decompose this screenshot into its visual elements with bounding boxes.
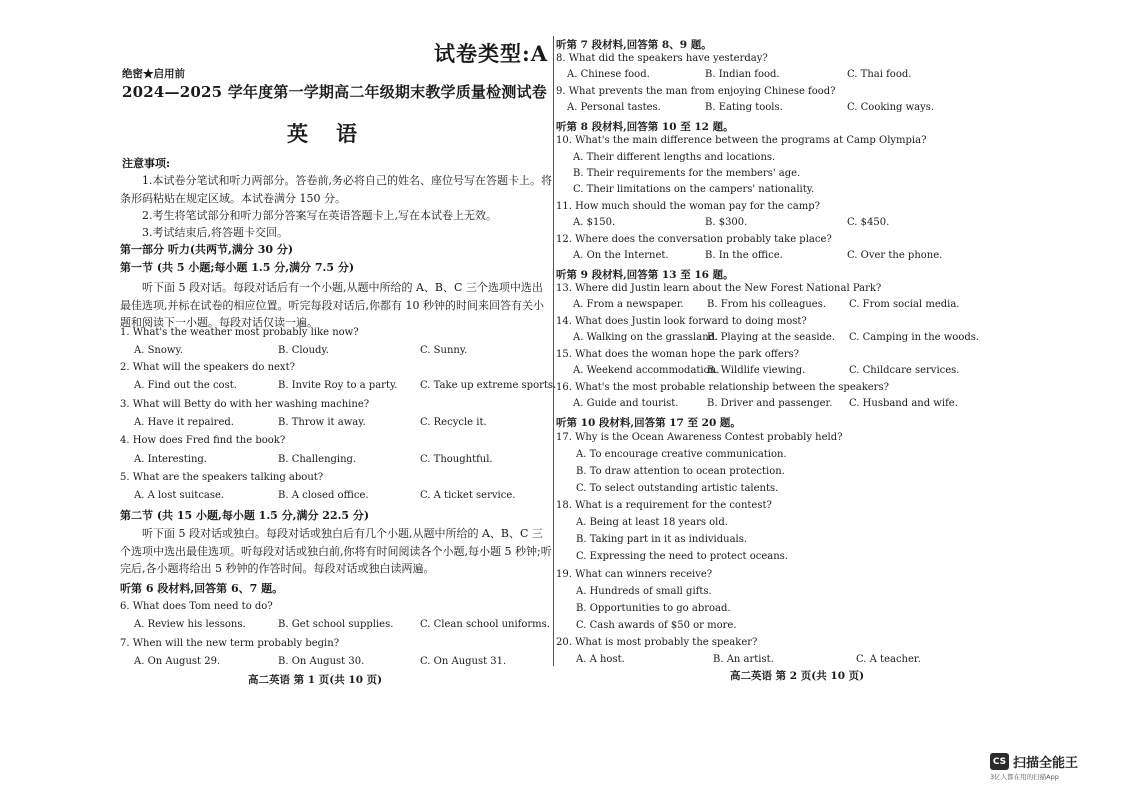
option-c: C. $450. [847, 217, 890, 228]
section-2-heading: 第二节 (共 15 小题,每小题 1.5 分,满分 22.5 分) [120, 509, 370, 522]
page-1 [120, 0, 557, 794]
option-b: B. Cloudy. [278, 345, 329, 356]
option-b: B. An artist. [713, 654, 774, 665]
option-c: C. Take up extreme sports. [420, 380, 557, 391]
option-a: A. On the Internet. [573, 250, 669, 261]
option-a: A. $150. [573, 217, 616, 228]
option-c: C. Cash awards of $50 or more. [576, 620, 737, 631]
option-b: B. From his colleagues. [707, 299, 827, 310]
question-15-options [556, 365, 976, 381]
option-a: A. Have it repaired. [134, 417, 234, 428]
option-b: B. On August 30. [278, 656, 365, 667]
option-a: A. From a newspaper. [573, 299, 684, 310]
exam-type-label: 试卷类型:A [433, 41, 548, 66]
question-6-options [120, 619, 552, 635]
option-b: B. Eating tools. [705, 102, 783, 113]
question-11-options [556, 217, 976, 233]
option-c: C. Expressing the need to protect oceans. [576, 551, 788, 562]
question-6: 6. What does Tom need to do? [120, 601, 273, 612]
question-14-options [556, 332, 980, 348]
option-a: A. Interesting. [134, 454, 207, 465]
question-3-options [120, 417, 552, 433]
question-19: 19. What can winners receive? [556, 569, 713, 580]
option-b: B. Invite Roy to a party. [278, 380, 398, 391]
question-1-options [120, 345, 552, 361]
page-2 [556, 0, 980, 794]
option-b: B. Wildlife viewing. [707, 365, 806, 376]
option-b: B. Playing at the seaside. [707, 332, 836, 343]
material-10-heading: 听第 10 段材料,回答第 17 至 20 题。 [556, 417, 741, 429]
part-1-heading: 第一部分 听力(共两节,满分 30 分) [120, 243, 294, 256]
option-c: C. To select outstanding artistic talents. [576, 483, 779, 494]
option-c: C. From social media. [849, 299, 960, 310]
option-a: A. A lost suitcase. [134, 490, 225, 501]
question-7: 7. When will the new term probably begin? [120, 638, 340, 649]
option-b: B. In the office. [705, 250, 783, 261]
option-c: C. A ticket service. [420, 490, 516, 501]
question-9: 9. What prevents the man from enjoying Chinese food? [556, 86, 836, 97]
material-9-heading: 听第 9 段材料,回答第 13 至 16 题。 [556, 269, 734, 281]
section-2-intro: 听下面 5 段对话或独白。每段对话或独白后有几个小题,从题中所给的 A、B、C 三个选项中选出最佳选项。听每段对话或独白前,你将有时间阅读各个小题,每小题 5 秒钟;听完后,各小题将给出 5 秒钟的作答时间。每段对话或独白读两遍。 [120, 527, 552, 575]
option-b: B. Challenging. [278, 454, 357, 465]
question-8: 8. What did the speakers have yesterday? [556, 53, 768, 64]
question-14: 14. What does Justin look forward to doing most? [556, 316, 807, 327]
camscanner-logo-icon: CS [990, 753, 1009, 770]
option-b: B. Get school supplies. [278, 619, 394, 630]
notes-heading: 注意事项: [122, 157, 171, 170]
question-5: 5. What are the speakers talking about? [120, 472, 324, 483]
option-a: A. Guide and tourist. [573, 398, 679, 409]
option-a: A. Weekend accommodation. [573, 365, 720, 376]
question-3: 3. What will Betty do with her washing machine? [120, 399, 370, 410]
option-c: C. Sunny. [420, 345, 468, 356]
question-13: 13. Where did Justin learn about the New Forest National Park? [556, 283, 882, 294]
option-a: A. Chinese food. [567, 69, 650, 80]
confidential-mark: 绝密★启用前 [122, 68, 185, 80]
option-b: B. Indian food. [705, 69, 780, 80]
option-a: A. Find out the cost. [134, 380, 237, 391]
option-a: A. Snowy. [134, 345, 183, 356]
question-2-options [120, 380, 557, 396]
option-a: A. To encourage creative communication. [576, 449, 787, 460]
option-a: A. Walking on the grassland. [573, 332, 719, 343]
option-a: A. A host. [576, 654, 625, 665]
material-7-heading: 听第 7 段材料,回答第 8、9 题。 [556, 39, 712, 51]
option-c: C. On August 31. [420, 656, 507, 667]
option-a: A. On August 29. [134, 656, 221, 667]
option-b: B. To draw attention to ocean protection. [576, 466, 785, 477]
option-c: C. Their limitations on the campers' nationality. [573, 184, 815, 195]
option-c: C. Camping in the woods. [849, 332, 980, 343]
option-a: A. Being at least 18 years old. [576, 517, 728, 528]
question-8-options [556, 69, 976, 85]
question-11: 11. How much should the woman pay for the camp? [556, 201, 820, 212]
option-a: A. Personal tastes. [567, 102, 661, 113]
scanner-watermark [990, 752, 1078, 771]
watermark-tagline: 3亿人都在用的扫描App [990, 773, 1059, 781]
question-12-options [556, 250, 976, 266]
question-20: 20. What is most probably the speaker? [556, 637, 758, 648]
page-divider [553, 36, 554, 666]
note-2: 2.考生将笔试部分和听力部分答案写在英语答题卡上,写在本试卷上无效。 [142, 209, 497, 222]
option-c: C. Husband and wife. [849, 398, 958, 409]
note-1: 1.本试卷分笔试和听力两部分。答卷前,务必将自己的姓名、座位号写在答题卡上。将条形码粘贴在规定区域。本试卷满分 150 分。 [120, 174, 552, 205]
question-16-options [556, 398, 976, 414]
exam-title: 2024—2025 学年度第一学期高二年级期末教学质量检测试卷 [122, 83, 547, 101]
option-b: B. $300. [705, 217, 748, 228]
option-a: A. Hundreds of small gifts. [576, 586, 712, 597]
watermark-name: 扫描全能王 [1013, 756, 1079, 771]
option-c: C. Clean school uniforms. [420, 619, 550, 630]
page-1-footer: 高二英语 第 1 页(共 10 页) [248, 674, 383, 686]
page-2-footer: 高二英语 第 2 页(共 10 页) [730, 670, 865, 682]
subject-title: 英语 [287, 121, 385, 146]
option-b: B. Driver and passenger. [707, 398, 833, 409]
option-c: C. Thoughtful. [420, 454, 493, 465]
question-12: 12. Where does the conversation probably take place? [556, 234, 832, 245]
note-3: 3.考试结束后,将答题卡交回。 [142, 226, 288, 239]
option-a: A. Their different lengths and locations. [573, 152, 776, 163]
question-16: 16. What's the most probable relationship between the speakers? [556, 382, 889, 393]
section-1-heading: 第一节 (共 5 小题;每小题 1.5 分,满分 7.5 分) [120, 261, 355, 274]
option-b: B. A closed office. [278, 490, 369, 501]
question-17: 17. Why is the Ocean Awareness Contest probably held? [556, 432, 843, 443]
question-4: 4. How does Fred find the book? [120, 435, 286, 446]
section-1-intro: 听下面 5 段对话。每段对话后有一个小题,从题中所给的 A、B、C 三个选项中选出最佳选项,并标在试卷的相应位置。听完每段对话后,你都有 10 秒钟的时间来回答有关小题和阅读下一小题。每段对话仅读一遍。 [120, 281, 544, 329]
option-c: C. Recycle it. [420, 417, 487, 428]
option-a: A. Review his lessons. [134, 619, 246, 630]
option-c: C. Childcare services. [849, 365, 960, 376]
option-b: B. Opportunities to go abroad. [576, 603, 731, 614]
material-8-heading: 听第 8 段材料,回答第 10 至 12 题。 [556, 121, 734, 133]
material-6-heading: 听第 6 段材料,回答第 6、7 题。 [120, 582, 284, 595]
option-c: C. Cooking ways. [847, 102, 935, 113]
question-7-options [120, 656, 552, 672]
question-13-options [556, 299, 976, 315]
question-10: 10. What's the main difference between the programs at Camp Olympia? [556, 135, 927, 146]
option-c: C. Thai food. [847, 69, 912, 80]
question-1: 1. What's the weather most probably like now? [120, 327, 359, 338]
question-5-options [120, 490, 552, 506]
question-9-options [556, 102, 976, 118]
option-b: B. Their requirements for the members' age. [573, 168, 801, 179]
question-18: 18. What is a requirement for the contest? [556, 500, 772, 511]
option-c: C. Over the phone. [847, 250, 943, 261]
question-2: 2. What will the speakers do next? [120, 362, 295, 373]
question-15: 15. What does the woman hope the park offers? [556, 349, 800, 360]
option-b: B. Throw it away. [278, 417, 366, 428]
question-4-options [120, 454, 552, 470]
option-b: B. Taking part in it as individuals. [576, 534, 748, 545]
option-c: C. A teacher. [856, 654, 921, 665]
